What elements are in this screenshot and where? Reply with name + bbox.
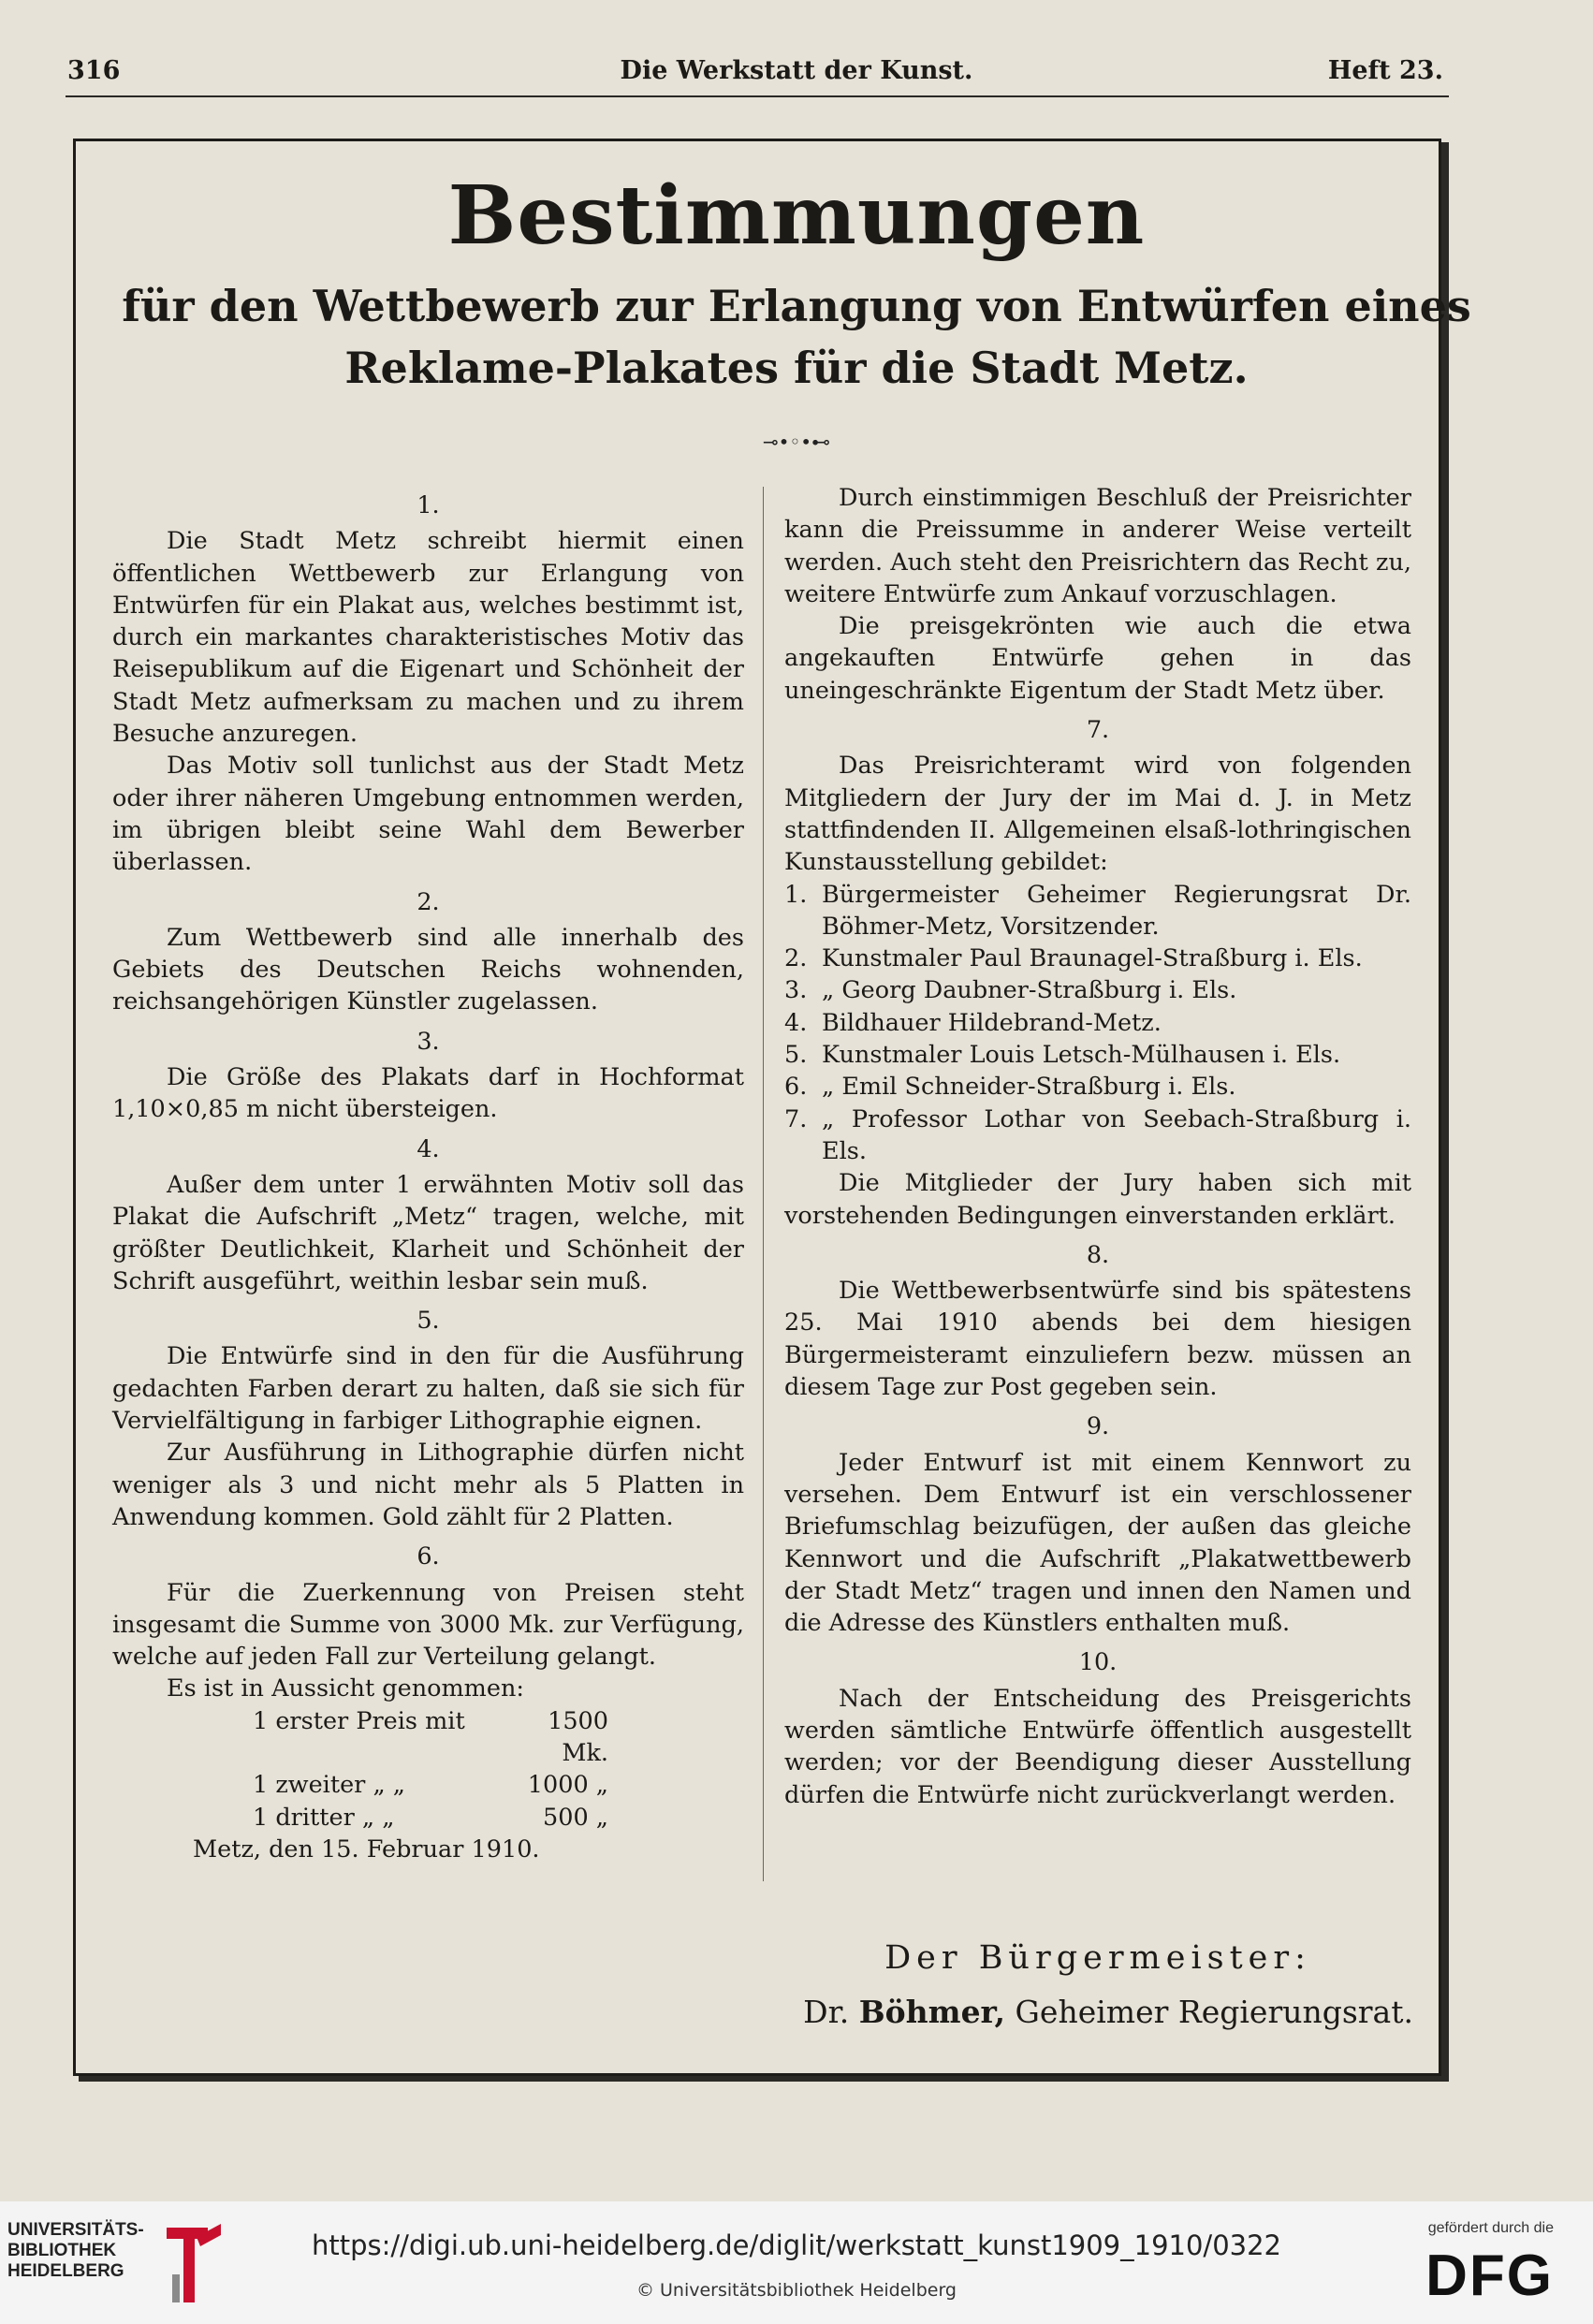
prize-value: 1000 „ [527,1771,608,1800]
permalink-url[interactable]: https://digi.ub.uni-heidelberg.de/diglit/werkstatt_kunst1909_1910/0322 [312,2229,1281,2261]
funded-by-label: gefördert durch die [1427,2220,1554,2236]
jury-member [784,943,1411,974]
prize-value: 500 „ [543,1803,608,1832]
signature-prefix: Dr. [803,1994,850,2030]
jury-number: 4. [784,1008,808,1037]
jury-text: Kunstmaler Paul Braunagel-Straßburg i. Els. [822,944,1363,973]
section-number: 10. [1078,1648,1118,1677]
right-column [784,482,1411,1811]
frame-shadow-bottom [79,2076,1449,2082]
jury-member [784,974,1411,1006]
jury-member [784,1039,1411,1071]
jury-text: Bürgermeister Geheimer Regierungsrat Dr. Böhmer-Metz, Vorsitzender. [822,880,1411,941]
signature-surname: Böhmer, [858,1994,1006,2030]
paragraph: Die Entwürfe sind in den für die Ausführung gedachten Farben derart zu halten, daß sie sich für Vervielfältigung in farbiger Lithographie eignen. [112,1342,744,1436]
paragraph: Außer dem unter 1 erwähnten Motiv soll das Plakat die Aufschrift „Metz“ tragen, welche, mit größter Deutlichkeit, Klarheit und Schönheit der Schrift ausgeführt, weithin lesbar sein muß. [112,1170,744,1295]
paragraph: Die Größe des Plakats darf in Hochformat 1,10×0,85 m nicht übersteigen. [112,1063,744,1124]
paragraph: Die Wettbewerbsentwürfe sind bis spätestens 25. Mai 1910 abends bei dem hiesigen Bürgermeisteramt einzuliefern bezw. müssen an diesem Tage zur Post gegeben sein. [784,1277,1411,1402]
running-header [0,56,1593,94]
jury-number: 2. [784,944,808,973]
paragraph: Das Motiv soll tunlichst aus der Stadt Metz oder ihrer näheren Umgebung entnommen werden, im übrigen bleibt seine Wahl dem Bewerber überlassen. [112,752,744,877]
ornament-divider: ⊸•◦•⊷ [762,431,831,453]
dfg-logo: DFG [1425,2244,1554,2308]
date-line: Metz, den 15. Februar 1910. [193,1834,540,1864]
signature-name [739,1994,1413,2030]
main-title: Bestimmungen [447,168,1146,263]
subtitle-line-2: Reklame-Plakates für die Stadt Metz. [344,343,1249,393]
jury-member [784,1071,1411,1103]
section-number: 9. [1086,1412,1110,1441]
paragraph: Es ist in Aussicht genommen: [167,1674,524,1703]
section-number: 5. [417,1307,440,1336]
logo-line: UNIVERSITÄTS- [7,2220,144,2240]
subtitle-line-1: für den Wettbewerb zur Erlangung von Entwürfen eines [122,281,1471,331]
prize-item [112,1769,744,1801]
paragraph: Durch einstimmigen Beschluß der Preisrichter kann die Preissumme in anderer Weise verteilt werden. Auch steht den Preisrichtern das Recht zu, weitere Entwürfe zum Ankauf vorzuschlagen. [784,484,1411,608]
header-rule [66,95,1449,97]
section-number: 6. [417,1542,440,1571]
prize-item [112,1705,744,1770]
section-number: 8. [1086,1240,1110,1269]
issue-number: Heft 23. [1327,56,1443,85]
jury-text: „ Georg Daubner-Straßburg i. Els. [822,976,1237,1005]
logo-line: BIBLIOTHEK [7,2241,117,2260]
prize-label: 1 zweiter „ „ [253,1771,405,1800]
page-number: 316 [67,56,121,85]
prize-item [112,1802,744,1834]
jury-list [784,879,1411,1168]
paragraph: Die preisgekrönten wie auch die etwa angekauften Entwürfe gehen in das uneingeschränkte Eigentum der Stadt Metz über. [784,612,1411,705]
paragraph: Die Mitglieder der Jury haben sich mit vorstehenden Bedingungen einverstanden erklärt. [784,1169,1411,1230]
left-column [112,482,744,1865]
prize-label: 1 erster Preis mit [253,1706,465,1735]
jury-number: 1. [784,880,808,909]
viewer-footer [0,2201,1593,2324]
jury-text: „ Professor Lothar von Seebach-Straßburg i. Els. [822,1104,1411,1165]
prize-label: 1 dritter „ „ [253,1803,395,1832]
paragraph: Zur Ausführung in Lithographie dürfen nicht weniger als 3 und nicht mehr als 5 Platten in Anwendung kommen. Gold zählt für 2 Platten. [112,1439,744,1531]
paragraph: Zum Wettbewerb sind alle innerhalb des Gebiets des Deutschen Reichs wohnenden, reichsangehörigen Künstler zugelassen. [112,923,744,1016]
jury-number: 3. [784,976,808,1005]
logo-line: HEIDELBERG [7,2261,124,2281]
prize-list [112,1705,744,1834]
jury-member [784,1007,1411,1039]
journal-title: Die Werkstatt der Kunst. [620,56,973,85]
paragraph: Jeder Entwurf ist mit einem Kennwort zu versehen. Dem Entwurf ist ein verschlossener Briefumschlag beizufügen, der außen das gleiche Kennwort und die Aufschrift „Plakatwettbewerb der Stadt Metz“ tragen und innen den Namen und die Adresse des Künstlers enthalten muß. [784,1448,1411,1638]
jury-number: 6. [784,1073,808,1102]
jury-member [784,1104,1411,1168]
signature-title: Der Bürgermeister: [884,1939,1311,1977]
jury-number: 7. [784,1104,808,1133]
section-number: 2. [417,887,440,916]
paragraph: Die Stadt Metz schreibt hiermit einen öffentlichen Wettbewerb zur Erlangung von Entwürfen für ein Plakat aus, welches bestimmt ist, durch ein markantes charakteristisches Motiv das Reisepublikum auf die Eigenart und Schönheit der Stadt Metz aufmerksam zu machen und zu ihrem Besuche anzuregen. [112,527,744,749]
column-divider [763,487,764,1881]
jury-member [784,879,1411,943]
section-number: 7. [1086,716,1110,745]
paragraph: Das Preisrichteramt wird von folgenden Mitgliedern der Jury der im Mai d. J. in Metz stattfindenden II. Allgemeinen elsaß-lothringischen Kunstausstellung gebildet: [784,752,1411,877]
jury-text: „ Emil Schneider-Straßburg i. Els. [822,1073,1236,1102]
signature-office: Geheimer Regierungsrat. [1015,1994,1413,2030]
jury-text: Bildhauer Hildebrand-Metz. [822,1008,1162,1037]
paragraph: Nach der Entscheidung des Preisgerichts werden sämtliche Entwürfe öffentlich ausgestellt werden; vor der Beendigung dieser Ausstellung dürfen die Entwürfe nicht zurückverlangt werden. [784,1684,1411,1809]
copyright-notice: © Universitätsbibliothek Heidelberg [636,2280,957,2301]
section-number: 3. [417,1027,440,1056]
section-number: 4. [417,1134,440,1163]
prize-value: 1500 Mk. [548,1706,608,1767]
jury-number: 5. [784,1041,808,1070]
paragraph: Für die Zuerkennung von Preisen steht insgesamt die Summe von 3000 Mk. zur Verfügung, welche auf jeden Fall zur Verteilung gelangt. [112,1578,744,1672]
section-number: 1. [417,491,440,519]
jury-text: Kunstmaler Louis Letsch-Mülhausen i. Els. [822,1041,1341,1070]
